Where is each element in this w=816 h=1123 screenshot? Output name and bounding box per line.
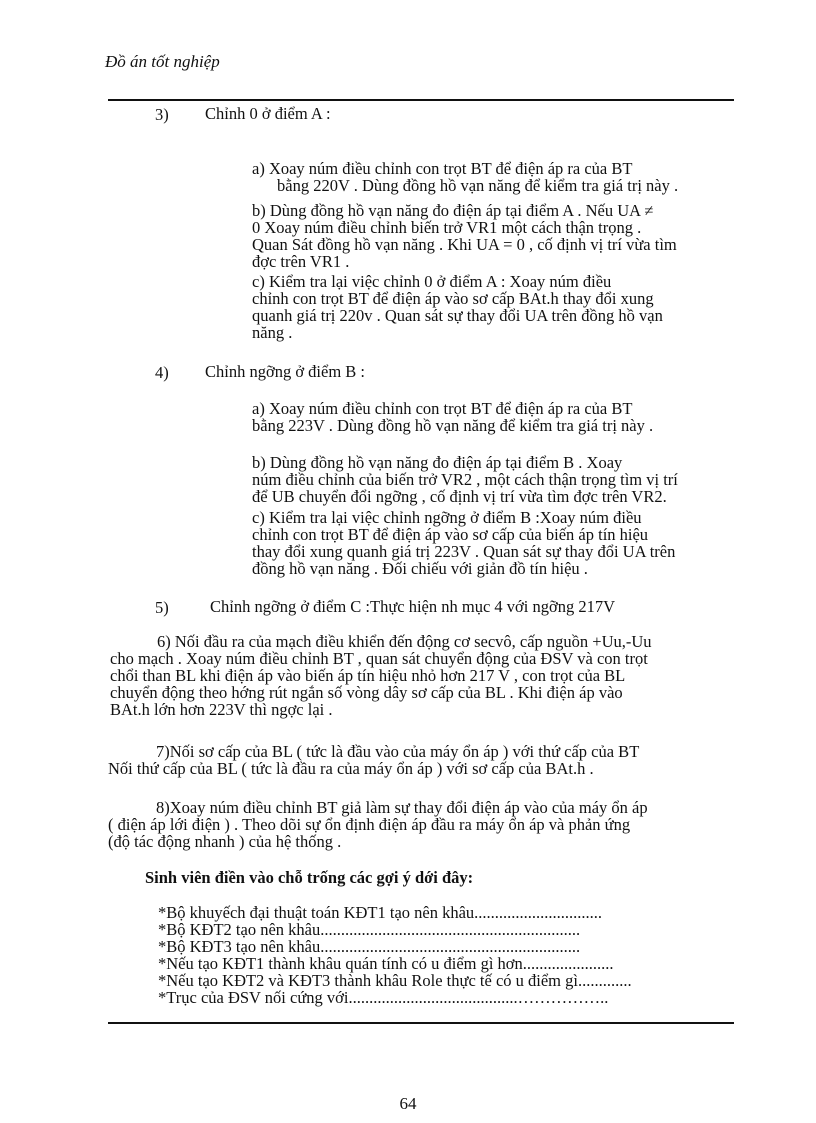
text-line: 7)Nối sơ cấp của BL ( tức là đầu vào của máy ổn áp ) với thứ cấp của BT	[156, 742, 640, 761]
text-line: đợc trên VR1 .	[252, 252, 350, 271]
step-4c-paragraph	[252, 509, 675, 577]
exercise-list	[158, 904, 632, 1006]
text-line: bằng 220V . Dùng đồng hồ vạn năng để kiểm tra giá trị này .	[277, 176, 679, 195]
step-4-title: Chỉnh ngỡng ở điểm B :	[205, 362, 365, 381]
text-line: chổi than BL khi điện áp vào biến áp tín hiệu nhỏ hơn 217 V , con trọt của BL	[110, 666, 626, 685]
text-line: quanh giá trị 220v . Quan sát sự thay đổi UA trên đồng hồ vạn	[252, 306, 663, 325]
step-5-number: 5)	[155, 598, 169, 617]
text-line: để UB chuyển đổi ngỡng , cố định vị trí vừa tìm đợc trên VR2.	[252, 487, 667, 506]
step-3-number: 3)	[155, 105, 169, 124]
text-line: b) Dùng đồng hồ vạn năng đo điện áp tại điểm B . Xoay	[252, 453, 623, 472]
text-line: thay đổi xung quanh giá trị 223V . Quan sát sự thay đổi UA trên	[252, 542, 676, 561]
paragraph-6	[110, 633, 652, 718]
fill-in-item[interactable]: *Bộ khuyếch đại thuật toán KĐT1 tạo nên khâu...............................	[158, 903, 603, 922]
step-5-text: Chỉnh ngỡng ở điểm C :Thực hiện nh mục 4 với ngỡng 217V	[210, 597, 615, 616]
text-line: a) Xoay núm điều chỉnh con trọt BT để điện áp ra của BT	[252, 399, 633, 418]
text-line: 8)Xoay núm điều chỉnh BT giả làm sự thay đổi điện áp vào của máy ổn áp	[156, 798, 648, 817]
text-line: chỉnh con trọt BT để điện áp vào sơ cấp BAt.h thay đổi xung	[252, 289, 654, 308]
step-4-number: 4)	[155, 363, 169, 382]
text-line: b) Dùng đồng hồ vạn năng đo điện áp tại điểm A . Nếu UA ≠	[252, 201, 654, 220]
step-3-title: Chỉnh 0 ở điểm A :	[205, 104, 331, 123]
step-3b-paragraph	[252, 202, 677, 270]
page-number: 64	[399, 1094, 417, 1113]
text-line: 0 Xoay núm điều chỉnh biến trở VR1 một cách thận trọng .	[252, 218, 642, 237]
header-rule	[108, 99, 734, 101]
text-line: năng .	[252, 323, 293, 342]
step-3c-paragraph	[252, 273, 663, 341]
step-3a-paragraph	[252, 160, 678, 194]
text-line: ( điện áp lới điện ) . Theo dõi sự ổn định điện áp đầu ra máy ổn áp và phản ứng	[108, 815, 631, 834]
step-4b-paragraph	[252, 454, 678, 505]
footer-rule	[108, 1022, 734, 1024]
paragraph-8	[108, 799, 648, 850]
fill-in-item[interactable]: *Bộ KĐT3 tạo nên khâu...............................................................	[158, 937, 581, 956]
text-line: 6) Nối đầu ra của mạch điều khiển đến động cơ secvô, cấp nguồn +Uu,-Uu	[157, 632, 652, 651]
paragraph-7	[108, 743, 639, 777]
exercise-heading: Sinh viên điền vào chỗ trống các gợi ý dới đây:	[145, 868, 474, 887]
text-line: chuyển động theo hớng rút ngắn số vòng dây sơ cấp của BL . Khi điện áp vào	[110, 683, 623, 702]
text-line: bằng 223V . Dùng đồng hồ vạn năng để kiểm tra giá trị này .	[252, 416, 654, 435]
fill-in-item[interactable]: *Nếu tạo KĐT2 và KĐT3 thành khâu Role thực tế có u điểm gì.............	[158, 971, 632, 990]
text-line: Nối thứ cấp của BL ( tức là đầu ra của máy ổn áp ) với sơ cấp của BAt.h .	[108, 759, 594, 778]
step-4a-paragraph	[252, 400, 653, 434]
text-line: đồng hồ vạn năng . Đối chiếu với giản đồ tín hiệu .	[252, 559, 588, 578]
text-line: c) Kiểm tra lại việc chỉnh ngỡng ở điểm B :Xoay núm điều	[252, 508, 642, 527]
fill-in-item[interactable]: *Bộ KĐT2 tạo nên khâu...............................................................	[158, 920, 581, 939]
text-line: c) Kiểm tra lại việc chỉnh 0 ở điểm A : Xoay núm điều	[252, 272, 612, 291]
text-line: núm điều chỉnh của biến trở VR2 , một cách thận trọng tìm vị trí	[252, 470, 678, 489]
text-line: Quan Sát đồng hồ vạn năng . Khi UA = 0 , cố định vị trí vừa tìm	[252, 235, 677, 254]
text-line: a) Xoay núm điều chỉnh con trọt BT để điện áp ra của BT	[252, 159, 633, 178]
fill-in-item[interactable]: *Trục của ĐSV nối cứng với.........................................……………..	[158, 988, 609, 1007]
document-header: Đồ án tốt nghiệp	[105, 52, 220, 71]
text-line: (độ tác động nhanh ) của hệ thống .	[108, 832, 342, 851]
text-line: chỉnh con trọt BT để điện áp vào sơ cấp của biến áp tín hiệu	[252, 525, 649, 544]
text-line: BAt.h lớn hơn 223V thì ngợc lại .	[110, 700, 333, 719]
text-line: cho mạch . Xoay núm điều chỉnh BT , quan sát chuyển động của ĐSV và con trọt	[110, 649, 648, 668]
fill-in-item[interactable]: *Nếu tạo KĐT1 thành khâu quán tính có u điểm gì hơn......................	[158, 954, 614, 973]
